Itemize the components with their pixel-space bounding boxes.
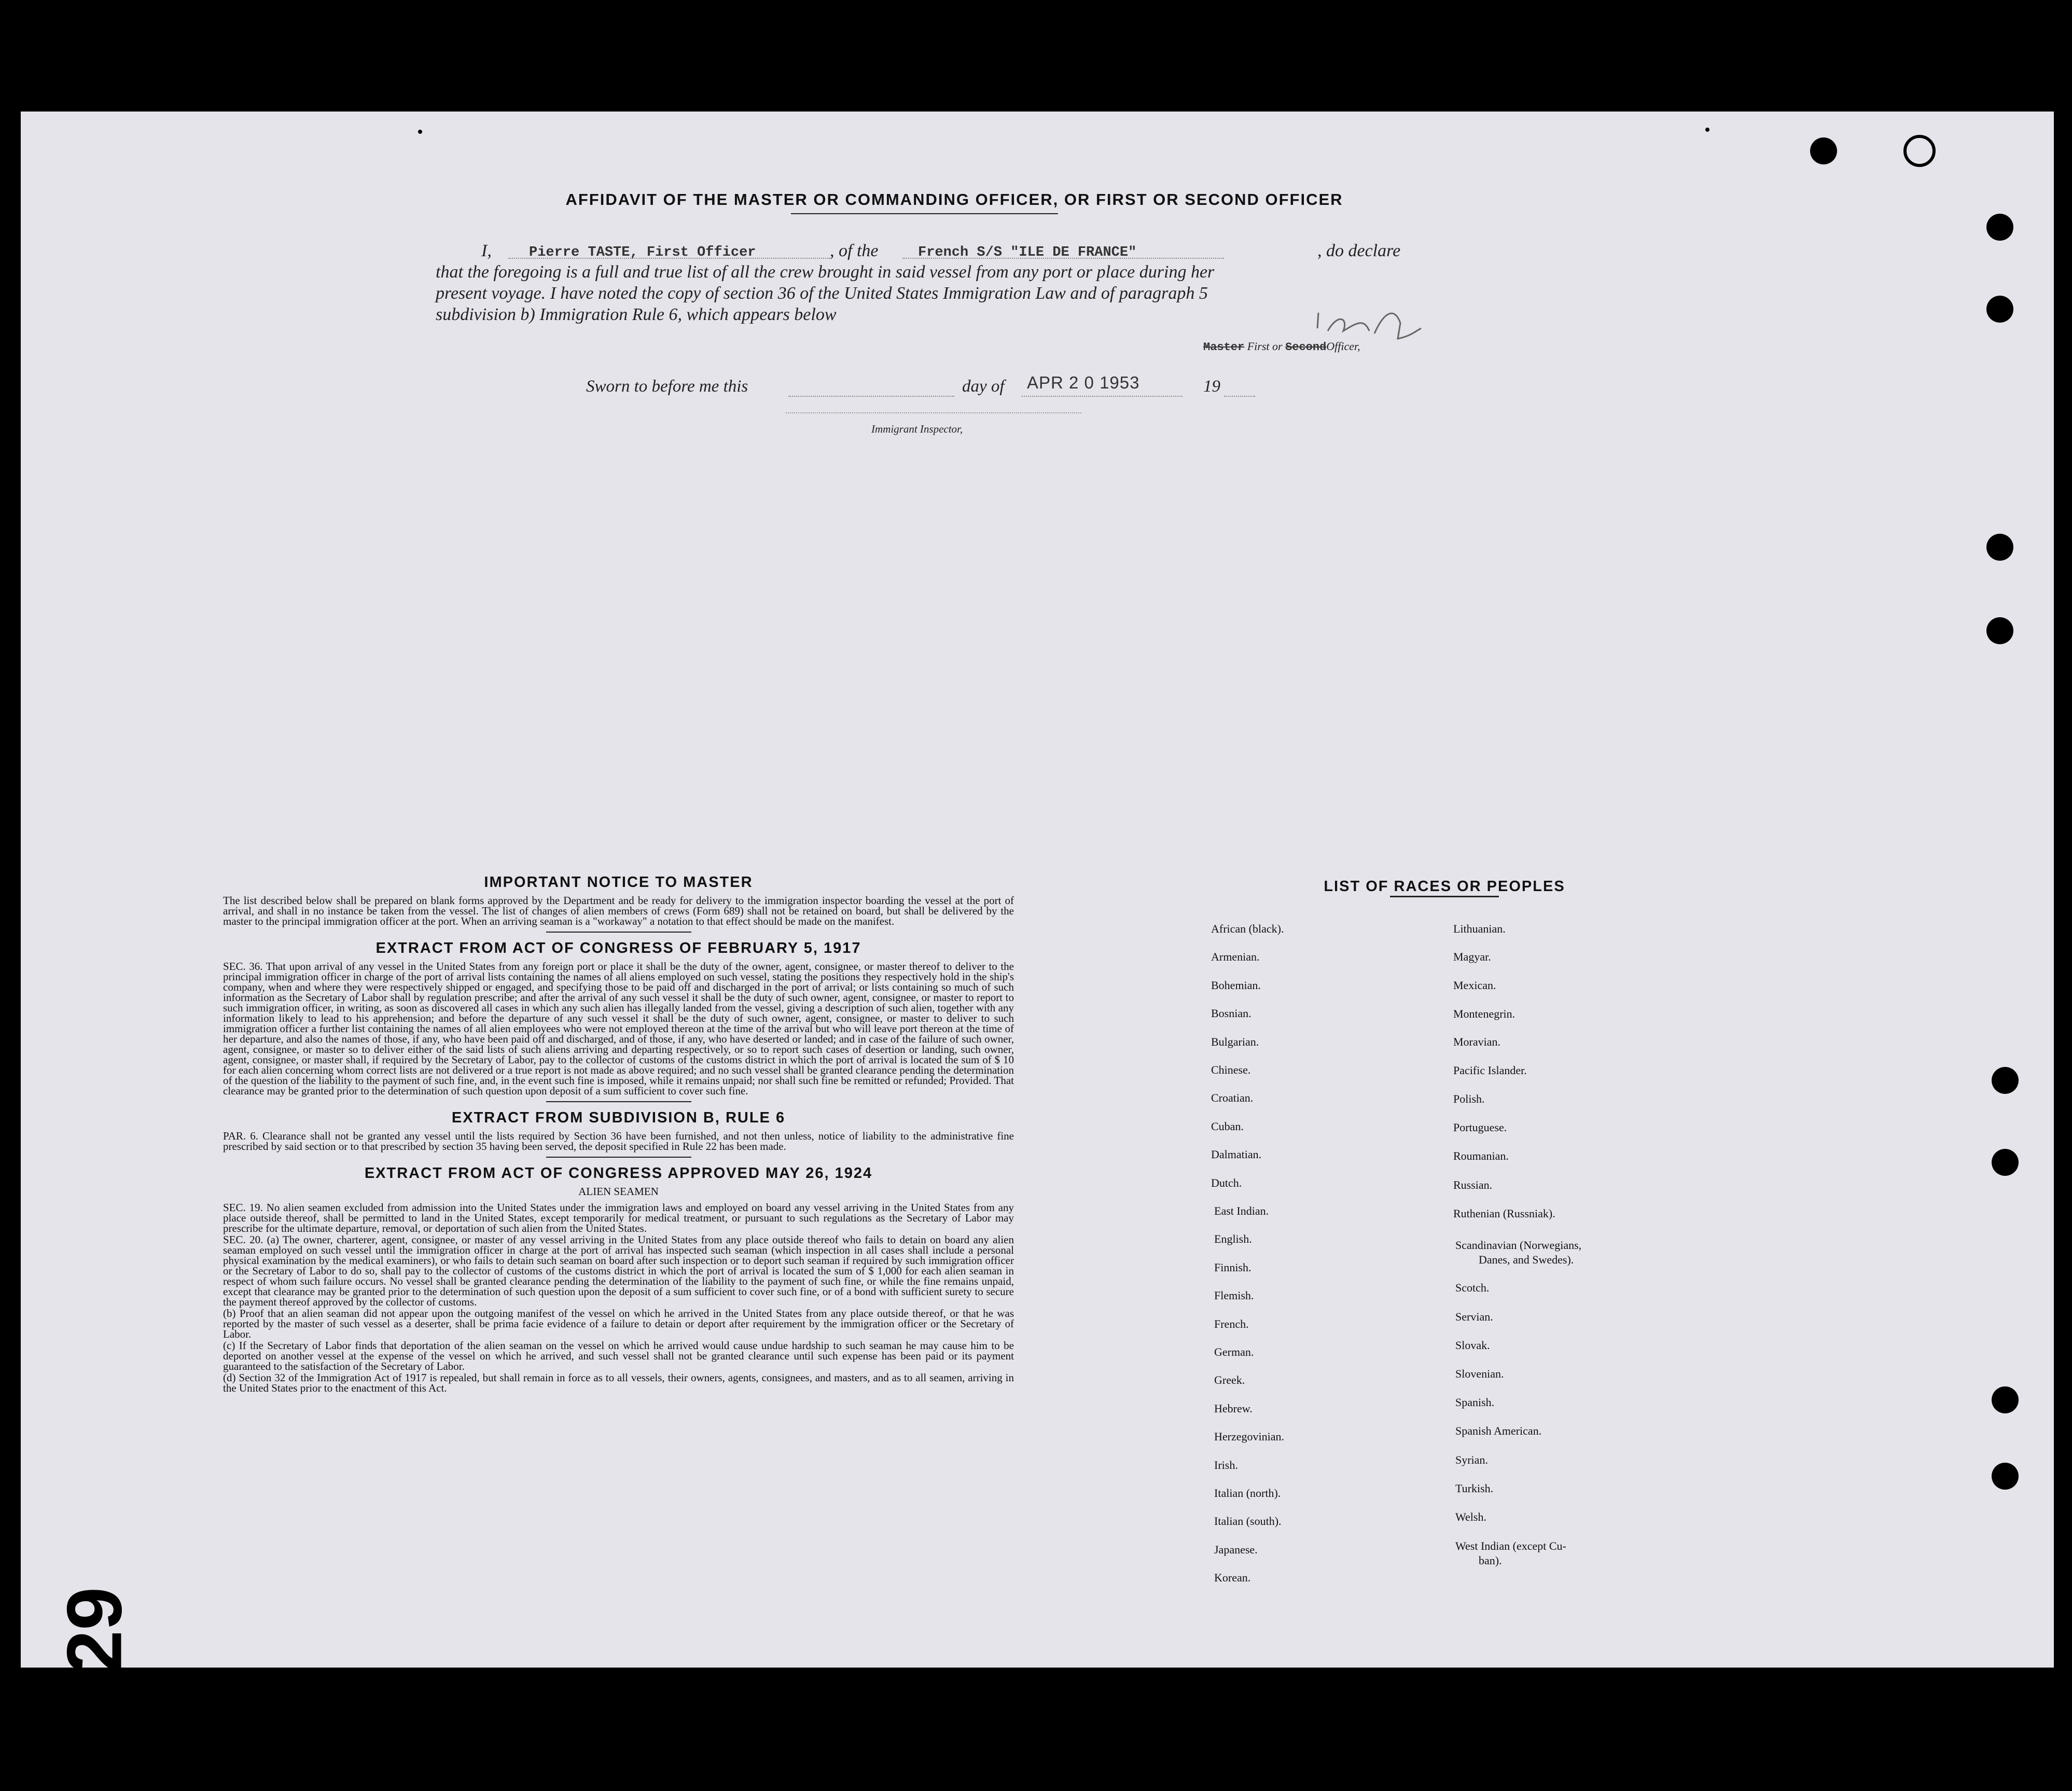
vessel-typed: French S/S "ILE DE FRANCE" [918, 245, 1137, 260]
affidavit-line-1 [436, 240, 1452, 261]
race-item: Dutch. [1211, 1176, 1242, 1189]
races-title-underline [1390, 896, 1499, 897]
race-item: Flemish. [1214, 1289, 1254, 1302]
margin-page-number: 29 [50, 1587, 138, 1674]
race-item: Croatian. [1211, 1091, 1254, 1105]
divider [546, 932, 691, 933]
race-item: Scotch. [1455, 1281, 1490, 1294]
year-field [1224, 382, 1255, 397]
signature-officer: Officer, [1326, 340, 1360, 353]
race-item: Ruthenian (Russniak). [1453, 1207, 1555, 1220]
sec20a-body: SEC. 20. (a) The owner, charterer, agent, consignee, or master of any vessel arriving in the United States from any place outside thereof who fails to detain on board any alien seaman employed on such vessel until the immigration officer in charge at the port of arrival has inspected such seaman (which inspection in all cases shall include a personal physical examination by the medical examiners), or who fails to detain such seaman on board after such inspection or to deport such seaman if required by such immigration officer or the Secretary of Labor to do so, shall pay to the collector of customs of the customs district in which the port of arrival is located the sum of $ 1,000 for each alien seaman in respect of whom such failure occurs. No vessel shall be granted clearance pending the determination of the liability to the payment of such fine, or while the fine remains unpaid, except that clearance may be granted prior to the determination of such question upon the deposit of a sum sufficient to cover such fine, or of a bond with sufficient surety to secure the payment thereof approved by the collector of customs. [223, 1233, 1014, 1308]
race-item: Bulgarian. [1211, 1035, 1259, 1048]
day-of-text: day of [962, 377, 1005, 396]
race-item: Cuban. [1211, 1119, 1244, 1133]
punch-hole [1992, 1386, 2019, 1413]
affidavit-title-underline [791, 213, 1058, 214]
affidavit-line-3: present voyage. I have noted the copy of section 36 of the United States Immigration Law and of paragraph 5 [436, 284, 1208, 303]
race-item: Spanish American. [1455, 1424, 1542, 1437]
affidavit-line-4: subdivision b) Immigration Rule 6, which appears below [436, 305, 837, 324]
race-item: French. [1214, 1317, 1249, 1330]
important-notice [223, 874, 1014, 1393]
signature-first-or: First or [1247, 340, 1283, 353]
signature-struck-second: Second [1285, 341, 1327, 354]
declarant-typed: Pierre TASTE, First Officer [529, 245, 756, 260]
signature-struck-master: Master [1203, 341, 1245, 354]
race-item: Montenegrin. [1453, 1007, 1515, 1020]
sworn-day-field [788, 382, 954, 397]
race-item: Bohemian. [1211, 978, 1261, 992]
affidavit-line-2: that the foregoing is a full and true list of all the crew brought in said vessel from any port or place during her [436, 262, 1215, 282]
alien-seamen-heading: ALIEN SEAMEN [578, 1185, 659, 1198]
punch-hole [1986, 617, 2013, 644]
race-item: Russian. [1453, 1178, 1493, 1191]
race-item: Dalmatian. [1211, 1148, 1262, 1161]
sec20d-body: (d) Section 32 of the Immigration Act of 1917 is repealed, but shall remain in force as to all vessels, their owners, agents, consignees, and masters, and as to all seamen, arriving in the United States prior to the enactment of this Act. [223, 1371, 1014, 1394]
declarant-prefix: I, [481, 241, 492, 260]
affidavit-declaration [436, 240, 1452, 325]
race-item: Pacific Islander. [1453, 1064, 1527, 1077]
sworn-text: Sworn to before me this [586, 377, 748, 396]
extract-1917-body: SEC. 36. That upon arrival of any vessel in the United States from any foreign port or place it shall be the duty of the owner, agent, consignee, or master thereof to deliver to the principal immigration officer in charge of the port of arrival lists containing the names of all aliens employed on such vessel, stating the positions they respectively hold in the ship's company, when and where they were respectively shipped or engaged, and specifying those to be paid off and discharged in the port of arrival; or lists containing so much of such information as the Secretary of Labor shall by regulation prescribe; and after the arrival of any such vessel it shall be the duty of such owner, agent, consignee, or master to report to such immigration officer, in writing, as soon as discovered all cases in which any such alien has illegally landed from the vessel, giving a description of such alien, together with any information likely to lead to his apprehension; and before the departure of any such vessel it shall be the duty of such owner, agent, consignee, or master to deliver to such immigration officer a further list containing the names of all alien employees who were not employed thereon at the time of the arrival but who will leave port thereon at the time of her departure, and also the names of those, if any, who have been paid off and discharged, and of those, if any, who have deserted or landed; and in case of the failure of such owner, agent, consignee, or master so to deliver either of the said lists of such aliens arriving and departing respectively, or so to report such cases of desertion or landing, such owner, agent, consignee, or master shall, if required by the Secretary of Labor, pay to the collector of customs of the customs district in which the port of arrival is located the sum of $ 10 for each alien concerning whom correct lists are not delivered or a true report is not made as above required; and no such vessel shall be granted clearance pending the determination of the question of the liability to the payment of such fine, and, in the event such fine is imposed, while it remains unpaid; nor shall such fine be remitted or refunded; Provided. That clearance may be granted prior to the determination of such question upon deposit of a sum sufficient to cover such fine. [223, 960, 1014, 1097]
signature-line [1203, 340, 1360, 354]
race-item: Lithuanian. [1453, 922, 1506, 935]
race-item: Hebrew. [1214, 1401, 1253, 1415]
race-item: Greek. [1214, 1373, 1245, 1387]
race-item: Servian. [1455, 1310, 1493, 1323]
punch-hole [1810, 137, 1837, 164]
manifest-page [21, 112, 2054, 1674]
notice-intro: The list described below shall be prepared on blank forms approved by the Department and be ready for delivery to the immigration inspector boarding the vessel at the port of arrival, and shall in no instance be taken from the vessel. The list of changes of alien members of crews (Form 689) shall not be retained on board, but shall be delivered by the master to the principal immigration officer at the port. When an arriving seaman is a "workaway" a notation to that effect should be made on the manifest. [223, 894, 1014, 927]
race-item: Italian (north). [1214, 1487, 1281, 1500]
extract-rule6-title: EXTRACT FROM SUBDIVISION B, RULE 6 [451, 1109, 786, 1126]
inspector-signature-line [786, 412, 1081, 413]
do-declare-text: , do declare [1317, 241, 1401, 260]
race-item: English. [1214, 1232, 1252, 1246]
punch-hole [1986, 296, 2013, 323]
punch-hole [1992, 1067, 2019, 1094]
race-item: Slovak. [1455, 1339, 1490, 1352]
handwritten-signature [1307, 308, 1463, 344]
speck [1705, 128, 1709, 132]
extract-rule6-body: PAR. 6. Clearance shall not be granted any vessel until the lists required by Section 36 have been furnished, and not then unless, notice of liability to the administrative fine prescribed by said section or to that prescribed by section 35 having been served, the deposit specified in Rule 22 has been made. [223, 1130, 1014, 1153]
race-item: ban). [1479, 1554, 1502, 1567]
race-item: West Indian (except Cu- [1455, 1539, 1566, 1552]
race-item: Spanish. [1455, 1396, 1495, 1409]
race-item: Danes, and Swedes). [1479, 1253, 1574, 1266]
punch-hole [1992, 1149, 2019, 1176]
race-item: Irish. [1214, 1458, 1238, 1471]
race-item: East Indian. [1214, 1204, 1269, 1217]
notice-title: IMPORTANT NOTICE TO MASTER [484, 874, 753, 891]
race-item: Scandinavian (Norwegians, [1455, 1239, 1582, 1252]
punch-hole [1992, 1463, 2019, 1490]
race-item: Moravian. [1453, 1035, 1501, 1048]
race-item: African (black). [1211, 922, 1284, 935]
race-item: Syrian. [1455, 1453, 1488, 1466]
race-item: Portuguese. [1453, 1121, 1507, 1134]
race-item: Welsh. [1455, 1510, 1486, 1523]
punch-hole-partial [1903, 135, 1936, 167]
inspector-label: Immigrant Inspector, [871, 423, 963, 435]
divider [546, 1157, 691, 1158]
race-item: Herzegovinian. [1214, 1430, 1284, 1443]
race-item: Turkish. [1455, 1482, 1494, 1495]
race-item: Bosnian. [1211, 1007, 1251, 1020]
sec20c-body: (c) If the Secretary of Labor finds that deportation of the alien seaman on the vessel on which he arrived would cause undue hardship to such seaman he may cause him to be deported on another vessel at the expense of the vessel on which he arrived, and such vessel shall not be granted clearance until such expense has been paid or its payment guaranteed to the satisfaction of the Secretary of Labor. [223, 1339, 1014, 1372]
sec20b-body: (b) Proof that an alien seaman did not appear upon the outgoing manifest of the vessel on which he arrived in the United States from any place outside thereof, or that he was reported by the master of such vessel as a deserter, shall be prima facie evidence of a failure to detain or deport after requirement by the immigration officer or the Secretary of Labor. [223, 1307, 1014, 1340]
race-item: Magyar. [1453, 950, 1491, 963]
race-item: Mexican. [1453, 979, 1496, 992]
race-item: Armenian. [1211, 950, 1260, 964]
race-item: Italian (south). [1214, 1515, 1282, 1528]
race-item: Roumanian. [1453, 1149, 1509, 1162]
race-item: Polish. [1453, 1092, 1485, 1105]
race-item: German. [1214, 1345, 1254, 1358]
divider [546, 1101, 691, 1102]
year-prefix: 19 [1203, 377, 1220, 396]
race-item: Korean. [1214, 1571, 1251, 1585]
race-item: Slovenian. [1455, 1367, 1504, 1380]
race-item: Finnish. [1214, 1260, 1251, 1274]
affidavit-title: AFFIDAVIT OF THE MASTER OR COMMANDING OFFICER, OR FIRST OR SECOND OFFICER [565, 190, 1343, 209]
extract-1924-title: EXTRACT FROM ACT OF CONGRESS APPROVED MAY 26, 1924 [364, 1165, 873, 1182]
punch-hole [1986, 534, 2013, 561]
of-the-text: , of the [830, 241, 879, 260]
punch-hole [1986, 214, 2013, 241]
race-item: Chinese. [1211, 1063, 1251, 1076]
races-title: LIST OF RACES OR PEOPLES [1324, 878, 1565, 895]
race-item: Japanese. [1214, 1543, 1258, 1556]
sec19-body: SEC. 19. No alien seamen excluded from admission into the United States under the immigration laws and employed on board any vessel arriving in the United States from any place outside thereof, shall be permitted to land in the United States, except temporarily for medical treatment, or pursuant to such regulations as the Secretary of Labor may prescribe for the ultimate departure, removal, or deportation of such alien from the United States. [223, 1201, 1014, 1234]
speck [418, 130, 422, 134]
date-stamp: APR 2 0 1953 [1027, 373, 1140, 392]
extract-1917-title: EXTRACT FROM ACT OF CONGRESS OF FEBRUARY 5, 1917 [376, 940, 861, 956]
